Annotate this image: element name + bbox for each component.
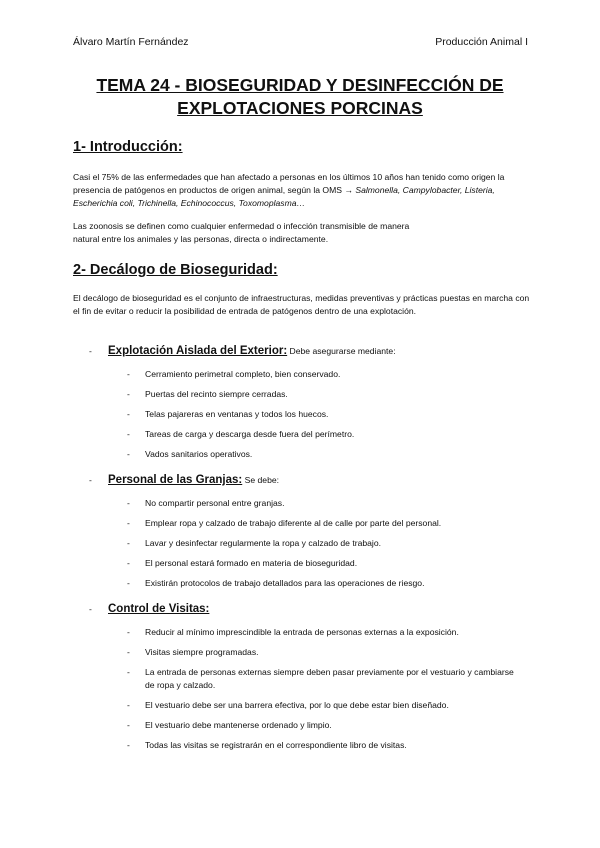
list-item-text: No compartir personal entre granjas.	[145, 498, 285, 508]
section-personal	[89, 474, 279, 486]
list-item	[127, 739, 515, 752]
intro-heading: 1- Introducción:	[73, 139, 183, 155]
list-item-text: Lavar y desinfectar regularmente la ropa y calzado de trabajo.	[145, 538, 381, 548]
list-item-text: La entrada de personas externas siempre deben pasar previamente por el vestuario y cambiarse de ropa y calzado.	[145, 667, 514, 691]
item-dash: -	[127, 700, 130, 711]
item-dash: -	[127, 498, 130, 508]
list-item	[127, 428, 515, 441]
page-header-author: Álvaro Martín Fernández	[73, 36, 189, 48]
list-item-text: El personal estará formado en materia de bioseguridad.	[145, 558, 358, 568]
list-item	[127, 517, 515, 530]
list-item-text: Todas las visitas se registrarán en el correspondiente libro de visitas.	[145, 740, 407, 751]
list-item	[127, 719, 515, 732]
list-item-text: Tareas de carga y descarga desde fuera del perímetro.	[145, 429, 355, 439]
section-visitas	[89, 603, 209, 615]
section-suffix: Se debe:	[242, 475, 280, 485]
list-item	[127, 497, 515, 510]
list-item	[127, 537, 515, 550]
list-item	[127, 646, 515, 659]
intro-paragraph-2-line-1: Las zoonosis se definen como cualquier enfermedad o infección transmisible de manera	[73, 221, 410, 231]
list-item	[127, 699, 515, 712]
list-item	[127, 388, 515, 401]
title-line-2: EXPLOTACIONES PORCINAS	[177, 98, 423, 118]
page-header-course: Producción Animal I	[435, 36, 528, 48]
list-item	[127, 448, 515, 461]
section-title: Control de Visitas:	[108, 603, 210, 615]
intro-paragraph-1-text: Casi el 75% de las enfermedades que han afectado a personas en los últimos 10 años han tenido como origen la presencia de patógenos en productos de origen animal, según la OMS →	[73, 172, 505, 196]
list-item	[127, 577, 515, 590]
list-item-text: El vestuario debe ser una barrera efectiva, por lo que debe estar bien diseñado.	[145, 700, 449, 711]
list-item-text: El vestuario debe mantenerse ordenado y limpio.	[145, 720, 332, 731]
section-dash: -	[89, 604, 92, 614]
item-dash: -	[127, 518, 130, 528]
decalogo-heading: 2- Decálogo de Bioseguridad:	[73, 262, 278, 278]
list-item-text: Reducir al mínimo imprescindible la entrada de personas externas a la exposición.	[145, 627, 459, 637]
item-dash: -	[127, 578, 130, 588]
decalogo-paragraph: El decálogo de bioseguridad es el conjunto de infraestructuras, medidas preventivas y prácticas puestas en marcha con el fin de evitar o reducir la posibilidad de entrada de patógenos dentro de una explotación.	[73, 293, 530, 317]
document-title	[60, 74, 540, 120]
item-dash: -	[127, 627, 130, 637]
section-suffix: Debe asegurarse mediante:	[287, 346, 396, 356]
list-item	[127, 666, 515, 692]
item-dash: -	[127, 720, 130, 731]
list-item-text: Emplear ropa y calzado de trabajo diferente al de calle por parte del personal.	[145, 518, 442, 528]
list-personal	[127, 497, 515, 597]
section-dash: -	[89, 346, 92, 356]
item-dash: -	[127, 449, 130, 459]
item-dash: -	[127, 647, 130, 657]
title-line-1: TEMA 24 - BIOSEGURIDAD Y DESINFECCIÓN DE	[96, 75, 504, 95]
item-dash: -	[127, 667, 130, 677]
intro-paragraph-1	[73, 171, 531, 211]
list-item	[127, 626, 515, 639]
list-exterior	[127, 368, 515, 468]
list-visitas	[127, 626, 515, 759]
list-item	[127, 408, 515, 421]
intro-paragraph-2	[73, 220, 531, 246]
list-item-text: Puertas del recinto siempre cerradas.	[145, 389, 288, 399]
section-title: Explotación Aislada del Exterior:	[108, 345, 288, 357]
item-dash: -	[127, 409, 130, 419]
list-item-text: Cerramiento perimetral completo, bien conservado.	[145, 369, 341, 379]
section-exterior	[89, 345, 396, 357]
item-dash: -	[127, 740, 130, 751]
item-dash: -	[127, 429, 130, 439]
list-item-text: Vados sanitarios operativos.	[145, 449, 253, 459]
item-dash: -	[127, 538, 130, 548]
list-item	[127, 557, 515, 570]
section-title: Personal de las Granjas:	[108, 474, 243, 486]
intro-pathogen-list: Salmonella, Campylobacter, Listeria, Escherichia coli, Trichinella, Echinococcus, Toxomoplasma…	[73, 185, 495, 209]
item-dash: -	[127, 369, 130, 379]
list-item-text: Telas pajareras en ventanas y todos los huecos.	[145, 409, 329, 419]
intro-paragraph-2-line-2: natural entre los animales y las personas, directa o indirectamente.	[73, 234, 329, 245]
list-item-text: Visitas siempre programadas.	[145, 647, 259, 657]
section-dash: -	[89, 475, 92, 485]
item-dash: -	[127, 558, 130, 568]
item-dash: -	[127, 389, 130, 399]
list-item	[127, 368, 515, 381]
list-item-text: Existirán protocolos de trabajo detallados para las operaciones de riesgo.	[145, 578, 425, 588]
